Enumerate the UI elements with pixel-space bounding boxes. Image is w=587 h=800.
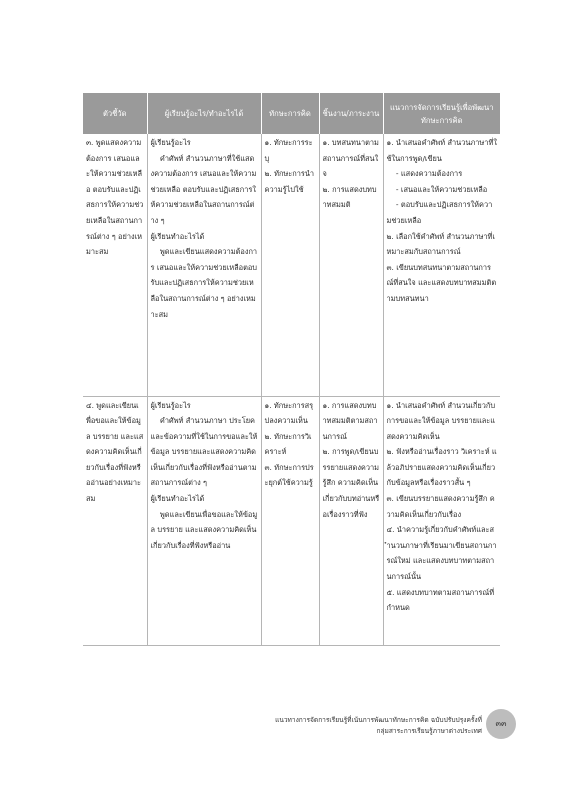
cell-indicator: ๓. พูดแสดงความต้องการ เสนอและให้ความช่วยเหลือ ตอบรับและปฏิเสธการให้ความช่วยเหลือในสถานการณ์ต่าง ๆ อย่างเหมาะสม [83,134,147,396]
header-indicator: ตัวชี้วัด [83,93,147,134]
header-thinking-skill: ทักษะการคิด [261,93,319,134]
footer-line-1: แนวทางการจัดการเรียนรู้ที่เน้นการพัฒนาทักษะการคิด ฉบับปรับปรุงครั้งที่ [275,716,482,724]
cell-approach: ๑. นำเสนอคำศัพท์ สำนวนเกี่ยวกับการขอและให้ข้อมูล บรรยายและแสดงความคิดเห็น ๒. ฟังหรืออ่านเรื่องราว วิเคราะห์ แล้วอภิปรายแสดงความคิดเห็นเกี่ยวกับข้อมูลหรือเรื่องราวสั้น ๆ ๓. เขียนบรรยายแสดงความรู้สึก ความคิดเห็นเกี่ยวกับเรื่อง ๔. นำความรู้เกี่ยวกับคำศัพท์และสำนวนภาษาที่เรียนมาเขียนสถานการณ์ใหม่ และแสดงบทบาทตามสถานการณ์นั้น ๕. แสดงบทบาทตามสถานการณ์ที่กำหนด [383,396,500,645]
cell-indicator: ๔. พูดและเขียนเพื่อขอและให้ข้อมูล บรรยาย และแสดงความคิดเห็นเกี่ยวกับเรื่องที่ฟังหรืออ่านอย่างเหมาะสม [83,396,147,645]
footer-line-2: กลุ่มสาระการเรียนรู้ภาษาต่างประเทศ [376,727,482,735]
curriculum-table-container [83,93,500,613]
page-number-badge: ๓๓ [486,709,516,739]
cell-thinking-skill: ๑. ทักษะการระบุ ๒. ทักษะการนำความรู้ไปใช้ [261,134,319,396]
cell-learning: ผู้เรียนรู้อะไร คำศัพท์ สำนวนภาษา ประโยค และข้อความที่ใช้ในการขอและให้ข้อมูล บรรยายและแสดงความคิดเห็นเกี่ยวกับเรื่องที่ฟังหรืออ่านตามสถานการณ์ต่าง ๆ ผู้เรียนทำอะไรได้ พูดและเขียนเพื่อขอและให้ข้อมูล บรรยาย และแสดงความคิดเห็นเกี่ยวกับเรื่องที่ฟังหรืออ่าน [147,396,261,645]
header-learning: ผู้เรียนรู้อะไร/ทำอะไรได้ [147,93,261,134]
cell-task: ๑. การแสดงบทบาทสมมติตามสถานการณ์ ๒. การพูด/เขียนบรรยายแสดงความรู้สึก ความคิดเห็นเกี่ยวกับบทอ่านหรือเรื่องราวที่ฟัง [319,396,383,645]
cell-thinking-skill: ๑. ทักษะการสรุปลงความเห็น ๒. ทักษะการวิเคราะห์ ๓. ทักษะการประยุกต์ใช้ความรู้ [261,396,319,645]
curriculum-table [83,93,500,646]
header-approach: แนวการจัดการเรียนรู้เพื่อพัฒนาทักษะการคิด [383,93,500,134]
header-task: ชิ้นงาน/ภาระงาน [319,93,383,134]
table-row [83,134,500,396]
table-row [83,396,500,645]
cell-task: ๑. บทสนทนาตามสถานการณ์ที่สนใจ ๒. การแสดงบทบาทสมมติ [319,134,383,396]
table-header-row [83,93,500,134]
cell-learning: ผู้เรียนรู้อะไร คำศัพท์ สำนวนภาษาที่ใช้แสดงความต้องการ เสนอและให้ความช่วยเหลือ ตอบรับและปฏิเสธการให้ความช่วยเหลือในสถานการณ์ต่าง ๆ ผู้เรียนทำอะไรได้ พูดและเขียนแสดงความต้องการ เสนอและให้ความช่วยเหลือตอบรับและปฏิเสธการให้ความช่วยเหลือในสถานการณ์ต่าง ๆ อย่างเหมาะสม [147,134,261,396]
cell-approach: ๑. นำเสนอคำศัพท์ สำนวนภาษาที่ใช้ในการพูด/เขียน - แสดงความต้องการ - เสนอและให้ความช่วยเหลือ - ตอบรับและปฏิเสธการให้ความช่วยเหลือ ๒. เลือกใช้คำศัพท์ สำนวนภาษาที่เหมาะสมกับสถานการณ์ ๓. เขียนบทสนทนาตามสถานการณ์ที่สนใจ และแสดงบทบาทสมมติตามบทสนทนา [383,134,500,396]
page-footer [250,715,482,737]
